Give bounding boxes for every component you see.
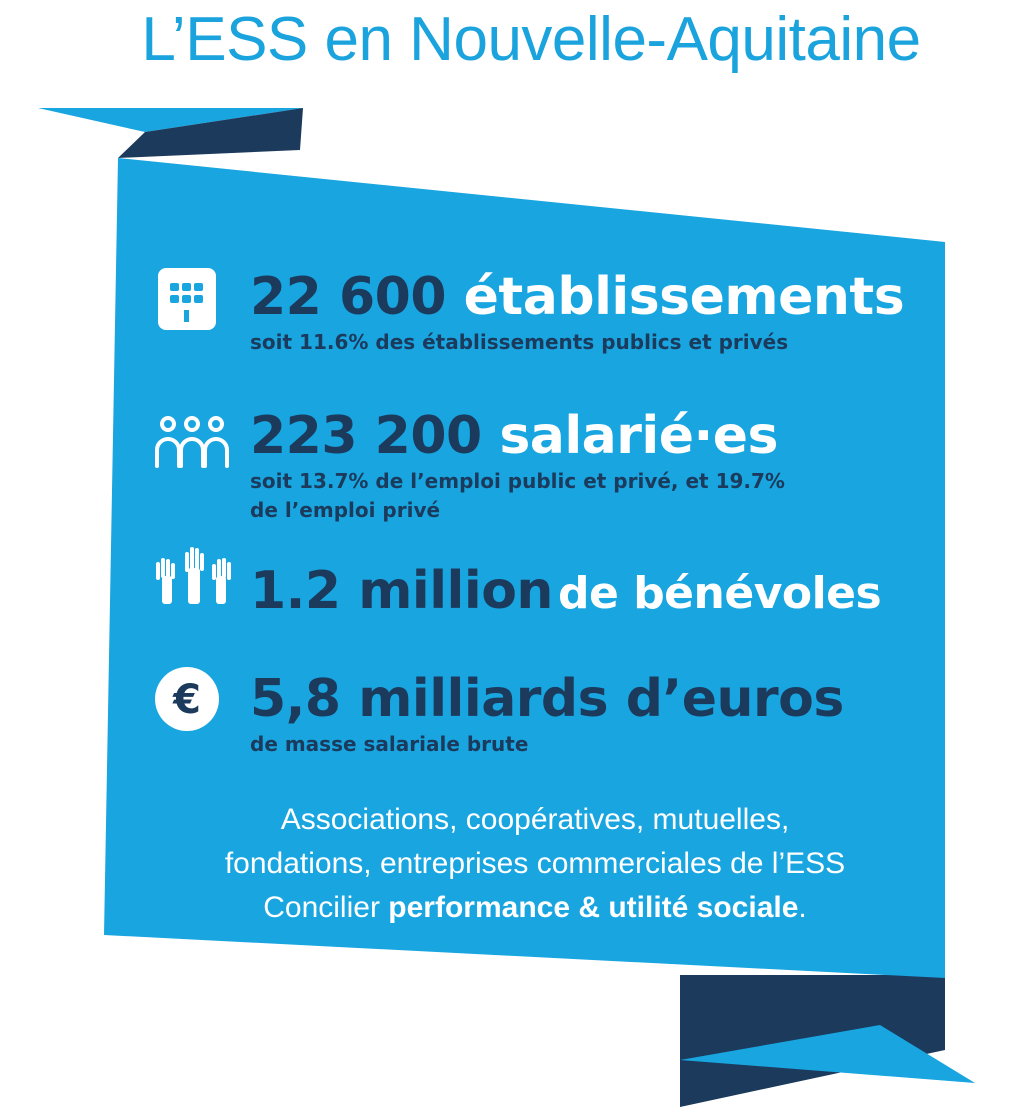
footer-text bbox=[120, 798, 950, 930]
stat-subtitle: soit 11.6% des établissements publics et privés bbox=[250, 330, 789, 354]
footer-line-3-prefix: Concilier bbox=[263, 891, 389, 924]
euro-symbol: € bbox=[173, 677, 201, 723]
stat-subtitle: de masse salariale brute bbox=[250, 732, 529, 756]
stat-number: 5,8 milliards d’euros bbox=[250, 669, 844, 729]
stat-subtitle-line1: soit 13.7% de l’emploi public et privé, et 19.7% bbox=[250, 469, 785, 493]
footer-line-3-bold: performance & utilité sociale bbox=[388, 891, 799, 924]
stat-volunteers bbox=[250, 560, 881, 634]
footer-line-1: Associations, coopératives, mutuelles, bbox=[280, 803, 790, 836]
footer-line-2: fondations, entreprises commerciales de l’ESS bbox=[224, 847, 846, 880]
stat-number: 1.2 million bbox=[250, 561, 553, 621]
euro-icon bbox=[154, 666, 220, 736]
people-icon bbox=[154, 414, 230, 474]
stat-number: 223 200 bbox=[250, 406, 482, 466]
stat-word: établissements bbox=[463, 267, 905, 327]
stat-employees bbox=[250, 405, 785, 525]
footer-line-3 bbox=[120, 886, 950, 930]
stat-establishments bbox=[250, 266, 904, 357]
footer-line-3-suffix: . bbox=[798, 891, 807, 924]
stat-word: de bénévoles bbox=[558, 568, 882, 619]
stat-word: salarié·es bbox=[499, 406, 778, 466]
building-icon bbox=[158, 268, 216, 334]
stat-number: 22 600 bbox=[250, 267, 447, 327]
stat-payroll bbox=[250, 668, 844, 759]
stat-subtitle-line2: de l’emploi privé bbox=[250, 498, 441, 522]
raised-hands-icon bbox=[154, 546, 234, 608]
page-title: L’ESS en Nouvelle-Aquitaine bbox=[141, 5, 921, 74]
